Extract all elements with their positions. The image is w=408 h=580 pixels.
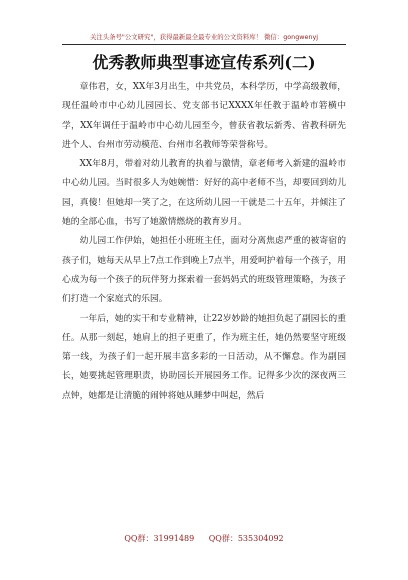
document-title: 优秀教师典型事迹宣传系列(二): [92, 53, 316, 72]
header-divider: [62, 44, 346, 45]
document-body: [62, 78, 346, 406]
paragraph-2: XX年8月，带着对幼儿教育的执着与激情，章老师考入新建的温岭市中心幼儿园。当时很多人为她婉惜：好好的高中老师不当，却要回到幼儿园，真傻！但她却一笑了之，在这所幼儿园一干就是二十五年，并倾注了她的全部心血，书写了她激情燃烧的教育岁月。: [62, 159, 346, 228]
header-banner: 关注头条号"公文研究"，获得最新最全最专业的公文资料库！ 微信：gongwenyj: [89, 33, 319, 41]
footer: [66, 533, 342, 544]
footer-qq-group-1: QQ群：31991489: [124, 534, 195, 543]
paragraph-4: 一年后，她的实干和专业精神，让22岁妙龄的她担负起了副园长的重任。从那一刻起，她肩上的担子更重了，作为班主任，她仍然要坚守班级第一线，为孩子们一起开展丰富多彩的一日活动，从不懈怠。作为副园长，她要挑起管理职责，协助园长开展园务工作。记得多少次的深夜两三点钟，她都是让清脆的闹钟将她从睡梦中叫起，然后: [62, 313, 346, 401]
paragraph-1: 章伟君，女，XX年3月出生，中共党员，本科学历，中学高级教师，现任温岭市中心幼儿园园长、党支部书记XXXX年任教于温岭市箬横中学，XX年调任于温岭市中心幼儿园至今，曾获省教坛新秀、省教科研先进个人、台州市劳动模范、台州市名教师等荣誉称号。: [62, 82, 346, 150]
paragraph-3: 幼儿园工作伊始，她担任小班班主任，面对分离焦虑严重的被寄宿的孩子们，她每天从早上7点工作到晚上7点半，用爱呵护着每一个孩子，用心成为每一个孩子的玩伴努力探索着一套妈妈式的班级管理策略，为孩子们打造一个家庭式的乐园。: [62, 236, 346, 305]
footer-qq-group-2: QQ群：535304092: [208, 534, 284, 543]
